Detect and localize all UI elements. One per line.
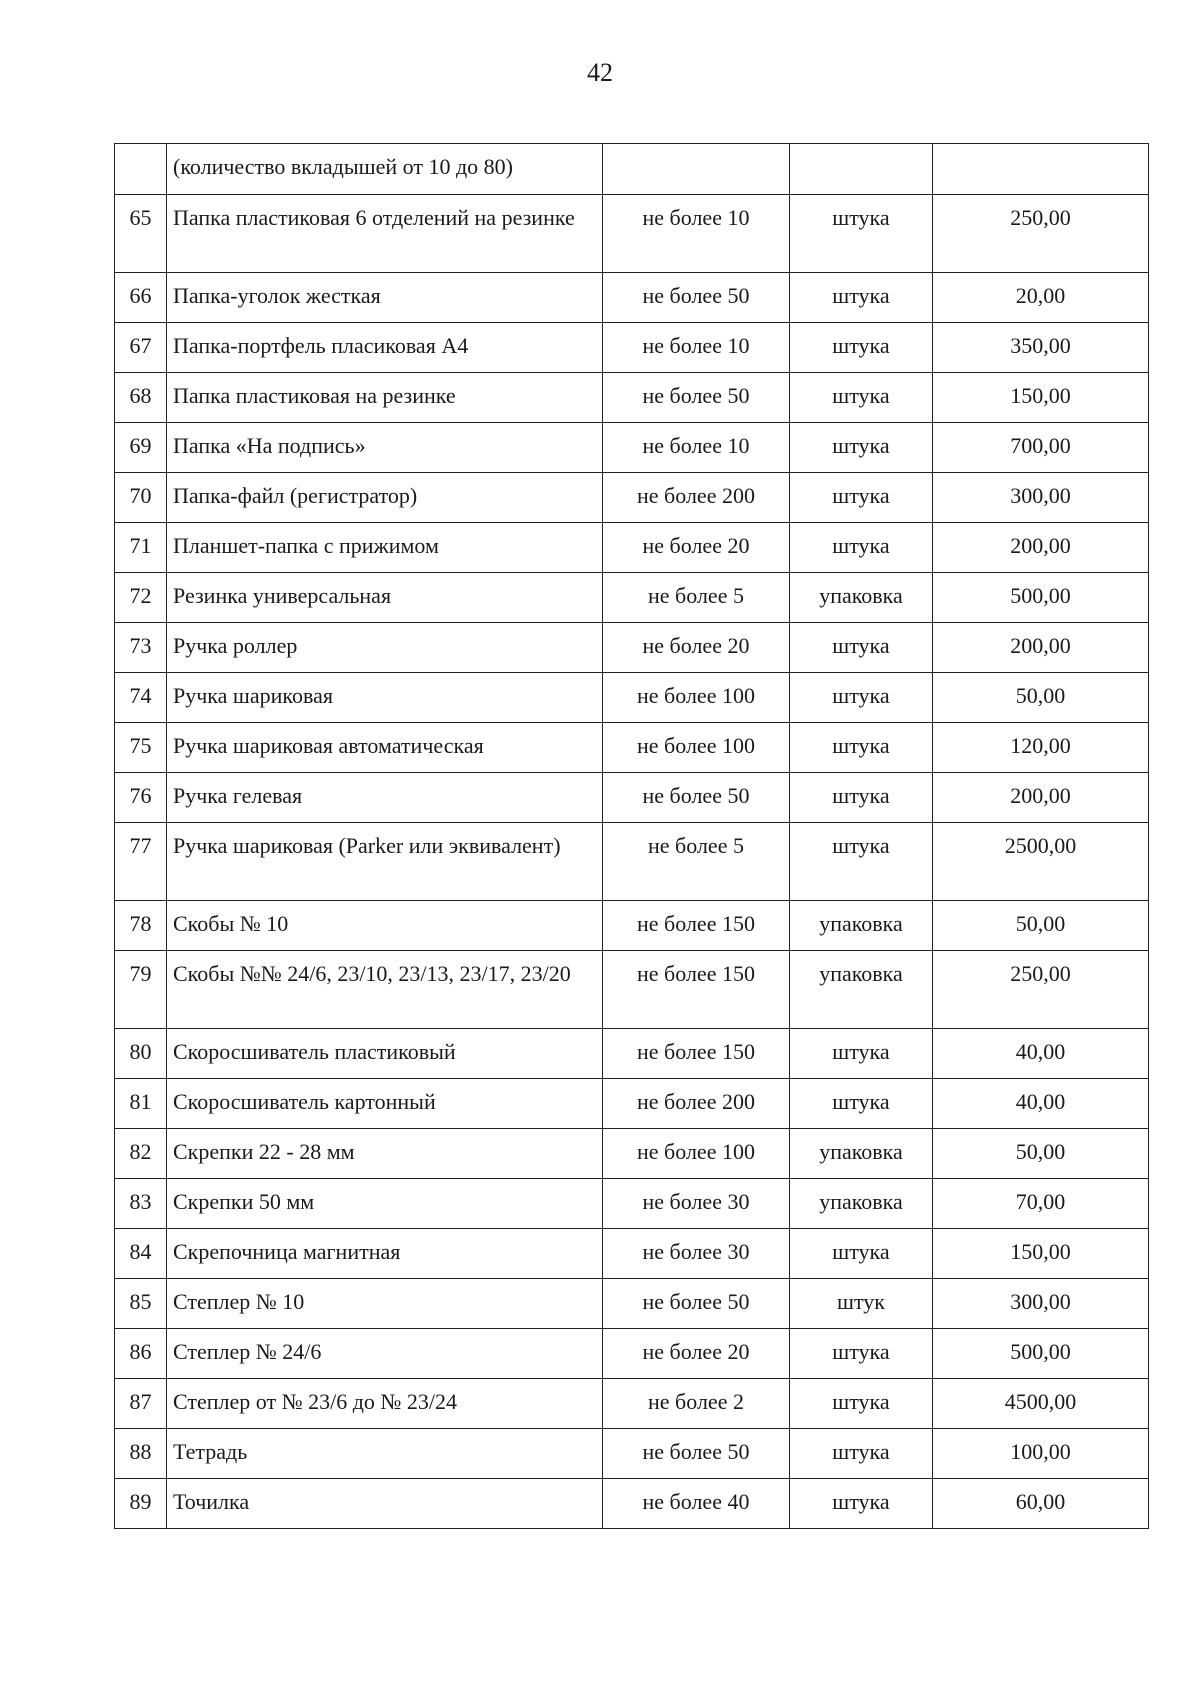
item-unit-cell: штука	[790, 723, 933, 773]
item-unit-cell: штука	[790, 1079, 933, 1129]
item-name-cell: Папка-уголок жесткая	[167, 273, 603, 323]
item-price-cell: 2500,00	[933, 823, 1149, 901]
item-name-cell: Степлер № 10	[167, 1279, 603, 1329]
item-number-cell: 78	[115, 901, 167, 951]
item-quantity-cell: не более 30	[603, 1229, 790, 1279]
table-row	[115, 373, 1149, 423]
item-unit-cell: штука	[790, 1429, 933, 1479]
table-row	[115, 723, 1149, 773]
item-price-cell: 150,00	[933, 373, 1149, 423]
table-row	[115, 1229, 1149, 1279]
item-quantity-cell: не более 5	[603, 573, 790, 623]
item-price-cell: 40,00	[933, 1079, 1149, 1129]
item-number-cell: 73	[115, 623, 167, 673]
table-row	[115, 1179, 1149, 1229]
item-quantity-cell: не более 200	[603, 1079, 790, 1129]
item-price-cell: 4500,00	[933, 1379, 1149, 1429]
item-price-cell	[933, 144, 1149, 195]
item-quantity-cell: не более 100	[603, 673, 790, 723]
item-name-cell: Ручка шариковая (Parker или эквивалент)	[167, 823, 603, 901]
table-row-continuation	[115, 144, 1149, 195]
item-name-cell: Папка «На подпись»	[167, 423, 603, 473]
table-row	[115, 773, 1149, 823]
item-price-cell: 150,00	[933, 1229, 1149, 1279]
item-number-cell: 76	[115, 773, 167, 823]
item-number-cell: 86	[115, 1329, 167, 1379]
item-quantity-cell: не более 100	[603, 723, 790, 773]
item-unit-cell: штука	[790, 1379, 933, 1429]
table-row	[115, 1329, 1149, 1379]
page-number: 42	[587, 58, 613, 87]
table-row	[115, 1429, 1149, 1479]
item-number-cell: 82	[115, 1129, 167, 1179]
table-row	[115, 1129, 1149, 1179]
item-price-cell: 500,00	[933, 1329, 1149, 1379]
item-unit-cell: штука	[790, 523, 933, 573]
table-row	[115, 1029, 1149, 1079]
table-row	[115, 273, 1149, 323]
item-number-cell: 80	[115, 1029, 167, 1079]
item-quantity-cell: не более 150	[603, 951, 790, 1029]
item-price-cell: 500,00	[933, 573, 1149, 623]
table-row	[115, 573, 1149, 623]
item-name-cell: Ручка гелевая	[167, 773, 603, 823]
item-name-cell: (количество вкладышей от 10 до 80)	[167, 144, 603, 195]
item-quantity-cell: не более 20	[603, 1329, 790, 1379]
item-quantity-cell: не более 10	[603, 423, 790, 473]
item-name-cell: Планшет-папка с прижимом	[167, 523, 603, 573]
item-quantity-cell: не более 50	[603, 1429, 790, 1479]
item-price-cell: 20,00	[933, 273, 1149, 323]
item-unit-cell: упаковка	[790, 573, 933, 623]
item-number-cell: 77	[115, 823, 167, 901]
item-quantity-cell: не более 50	[603, 773, 790, 823]
item-price-cell: 350,00	[933, 323, 1149, 373]
item-number-cell: 88	[115, 1429, 167, 1479]
item-price-cell: 200,00	[933, 773, 1149, 823]
item-unit-cell: штука	[790, 273, 933, 323]
item-name-cell: Ручка роллер	[167, 623, 603, 673]
item-price-cell: 50,00	[933, 1129, 1149, 1179]
item-number-cell: 79	[115, 951, 167, 1029]
table-row	[115, 323, 1149, 373]
items-table-body	[115, 144, 1149, 1529]
item-name-cell: Скрепки 50 мм	[167, 1179, 603, 1229]
item-unit-cell: упаковка	[790, 901, 933, 951]
item-quantity-cell: не более 40	[603, 1479, 790, 1529]
item-quantity-cell	[603, 144, 790, 195]
item-quantity-cell: не более 150	[603, 1029, 790, 1079]
table-row	[115, 523, 1149, 573]
item-name-cell: Ручка шариковая	[167, 673, 603, 723]
item-unit-cell: штука	[790, 623, 933, 673]
item-name-cell: Папка пластиковая 6 отделений на резинке	[167, 195, 603, 273]
item-name-cell: Скобы №№ 24/6, 23/10, 23/13, 23/17, 23/20	[167, 951, 603, 1029]
item-unit-cell: штука	[790, 1029, 933, 1079]
item-quantity-cell: не более 20	[603, 623, 790, 673]
item-name-cell: Резинка универсальная	[167, 573, 603, 623]
table-row	[115, 623, 1149, 673]
item-price-cell: 50,00	[933, 673, 1149, 723]
item-unit-cell: штука	[790, 323, 933, 373]
item-name-cell: Папка пластиковая на резинке	[167, 373, 603, 423]
item-number-cell: 67	[115, 323, 167, 373]
item-price-cell: 250,00	[933, 951, 1149, 1029]
item-number-cell: 66	[115, 273, 167, 323]
table-row	[115, 823, 1149, 901]
item-unit-cell: штука	[790, 473, 933, 523]
item-price-cell: 100,00	[933, 1429, 1149, 1479]
item-name-cell: Скрепочница магнитная	[167, 1229, 603, 1279]
table-row	[115, 1479, 1149, 1529]
item-number-cell: 69	[115, 423, 167, 473]
item-number-cell: 83	[115, 1179, 167, 1229]
item-price-cell: 700,00	[933, 423, 1149, 473]
item-name-cell: Скобы № 10	[167, 901, 603, 951]
item-name-cell: Папка-портфель пласиковая А4	[167, 323, 603, 373]
item-number-cell: 71	[115, 523, 167, 573]
item-name-cell: Степлер от № 23/6 до № 23/24	[167, 1379, 603, 1429]
item-unit-cell: штука	[790, 1229, 933, 1279]
item-number-cell: 72	[115, 573, 167, 623]
table-row	[115, 473, 1149, 523]
item-quantity-cell: не более 150	[603, 901, 790, 951]
item-price-cell: 250,00	[933, 195, 1149, 273]
item-number-cell: 68	[115, 373, 167, 423]
item-unit-cell: штука	[790, 423, 933, 473]
item-name-cell: Скоросшиватель картонный	[167, 1079, 603, 1129]
item-unit-cell: штука	[790, 773, 933, 823]
item-unit-cell: штука	[790, 1329, 933, 1379]
item-name-cell: Тетрадь	[167, 1429, 603, 1479]
table-row	[115, 423, 1149, 473]
item-quantity-cell: не более 50	[603, 373, 790, 423]
item-name-cell: Степлер № 24/6	[167, 1329, 603, 1379]
item-unit-cell: штука	[790, 195, 933, 273]
item-price-cell: 50,00	[933, 901, 1149, 951]
item-unit-cell: штук	[790, 1279, 933, 1329]
item-unit-cell: штука	[790, 1479, 933, 1529]
item-price-cell: 40,00	[933, 1029, 1149, 1079]
item-quantity-cell: не более 10	[603, 323, 790, 373]
item-number-cell: 85	[115, 1279, 167, 1329]
item-unit-cell	[790, 144, 933, 195]
item-number-cell: 84	[115, 1229, 167, 1279]
item-name-cell: Папка-файл (регистратор)	[167, 473, 603, 523]
table-row	[115, 951, 1149, 1029]
table-row	[115, 1079, 1149, 1129]
item-unit-cell: штука	[790, 373, 933, 423]
item-number-cell: 75	[115, 723, 167, 773]
item-unit-cell: упаковка	[790, 1179, 933, 1229]
item-price-cell: 120,00	[933, 723, 1149, 773]
table-row	[115, 1379, 1149, 1429]
table-row	[115, 195, 1149, 273]
item-price-cell: 60,00	[933, 1479, 1149, 1529]
table-row	[115, 673, 1149, 723]
table-row	[115, 1279, 1149, 1329]
item-name-cell: Точилка	[167, 1479, 603, 1529]
item-unit-cell: упаковка	[790, 1129, 933, 1179]
item-quantity-cell: не более 10	[603, 195, 790, 273]
item-number-cell: 70	[115, 473, 167, 523]
item-price-cell: 200,00	[933, 523, 1149, 573]
item-quantity-cell: не более 5	[603, 823, 790, 901]
item-price-cell: 70,00	[933, 1179, 1149, 1229]
item-quantity-cell: не более 2	[603, 1379, 790, 1429]
item-name-cell: Скрепки 22 - 28 мм	[167, 1129, 603, 1179]
item-price-cell: 200,00	[933, 623, 1149, 673]
item-unit-cell: упаковка	[790, 951, 933, 1029]
item-name-cell: Ручка шариковая автоматическая	[167, 723, 603, 773]
item-number-cell: 89	[115, 1479, 167, 1529]
item-unit-cell: штука	[790, 673, 933, 723]
item-number-cell: 74	[115, 673, 167, 723]
item-number-cell: 81	[115, 1079, 167, 1129]
item-quantity-cell: не более 100	[603, 1129, 790, 1179]
item-quantity-cell: не более 200	[603, 473, 790, 523]
item-price-cell: 300,00	[933, 1279, 1149, 1329]
item-number-cell: 87	[115, 1379, 167, 1429]
item-unit-cell: штука	[790, 823, 933, 901]
item-quantity-cell: не более 30	[603, 1179, 790, 1229]
item-number-cell	[115, 144, 167, 195]
item-name-cell: Скоросшиватель пластиковый	[167, 1029, 603, 1079]
items-table	[114, 143, 1149, 1529]
item-quantity-cell: не более 50	[603, 1279, 790, 1329]
table-row	[115, 901, 1149, 951]
item-price-cell: 300,00	[933, 473, 1149, 523]
item-quantity-cell: не более 20	[603, 523, 790, 573]
item-number-cell: 65	[115, 195, 167, 273]
item-quantity-cell: не более 50	[603, 273, 790, 323]
